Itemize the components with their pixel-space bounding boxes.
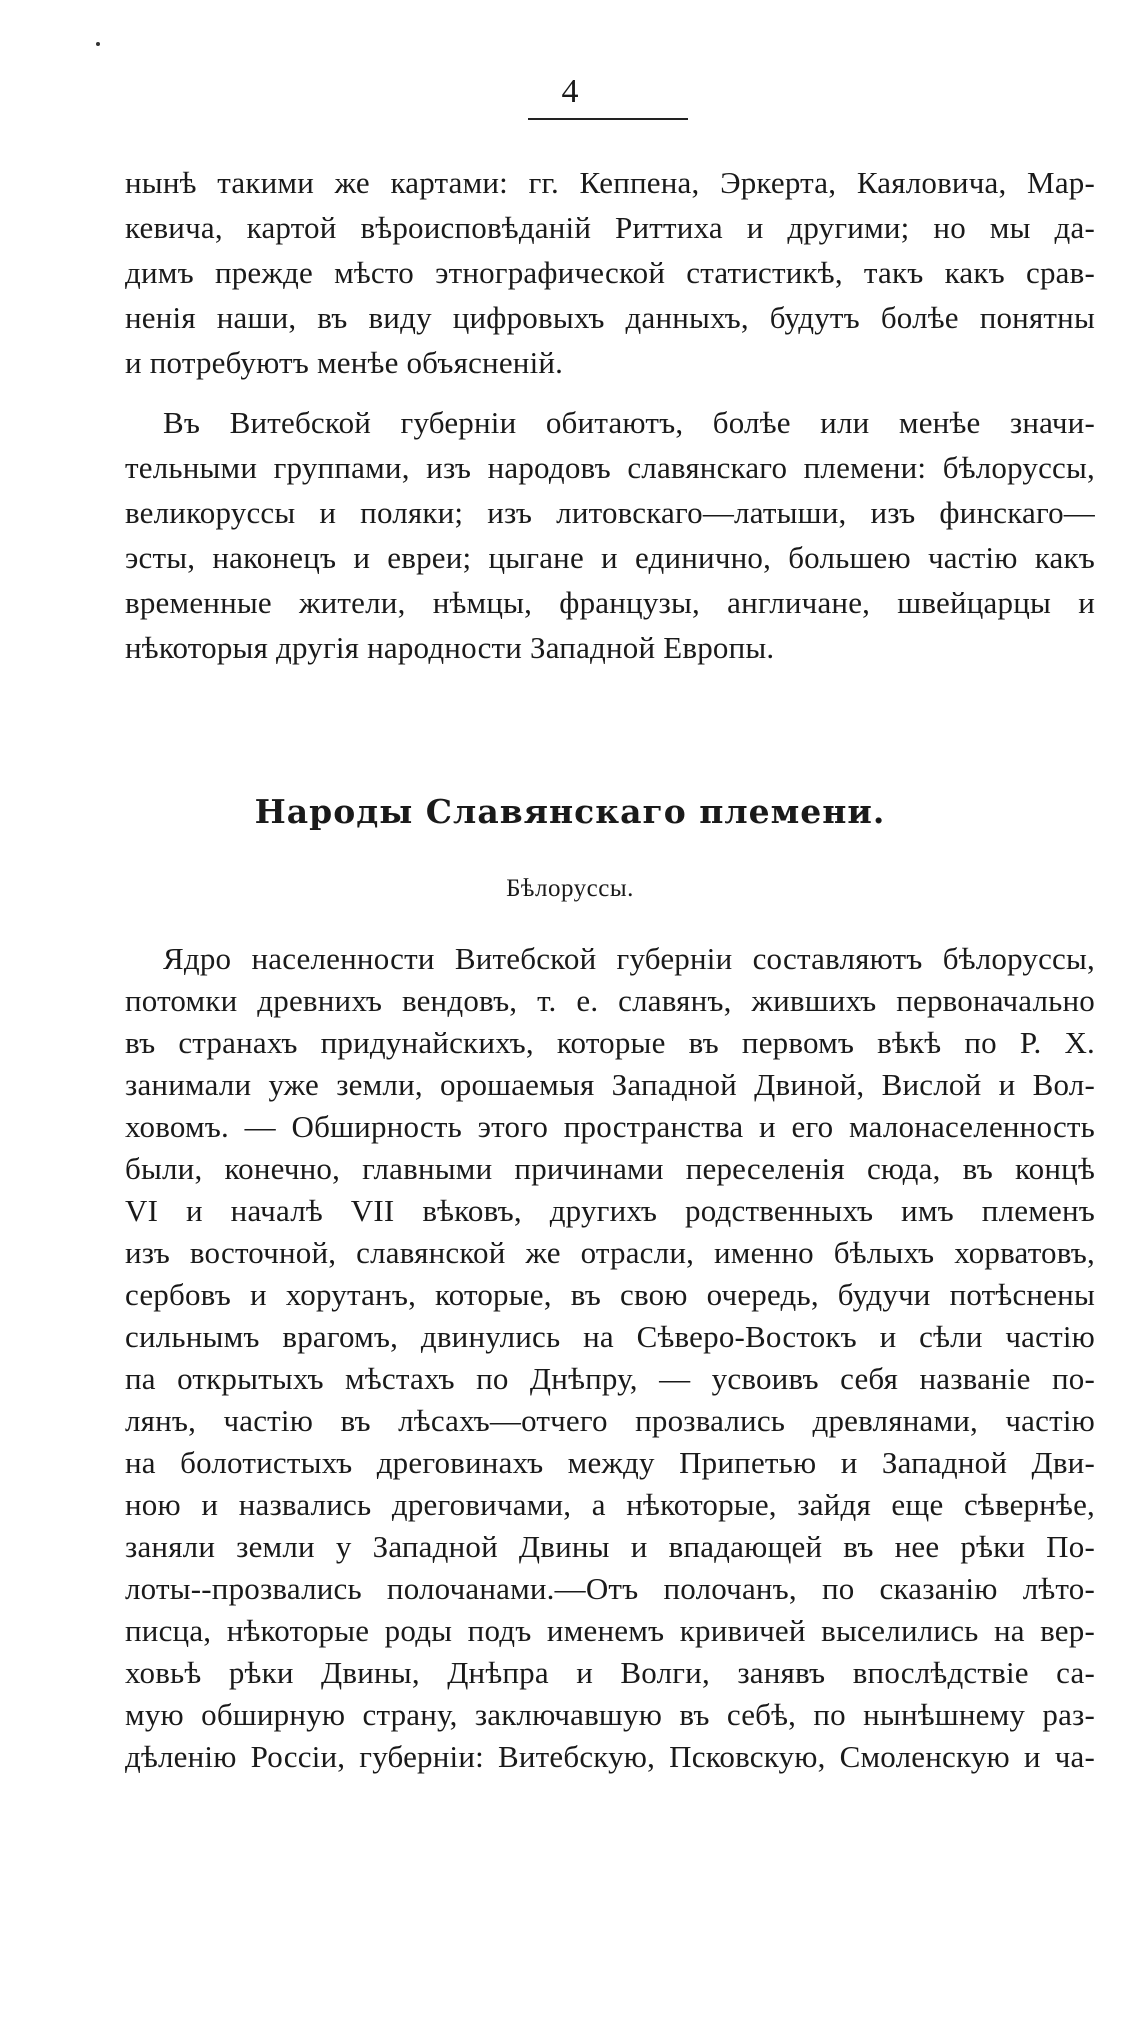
text-line: и потребуютъ менѣе объясненій. [125, 345, 564, 380]
text-line: эсты, наконецъ и евреи; цыгане и единично, большею частію какъ [125, 540, 1095, 575]
text-line: VI и началѣ VII вѣковъ, другихъ родственныхъ имъ племенъ [125, 1193, 1095, 1228]
paragraph-continuation [125, 160, 1095, 385]
text-line: кевича, картой вѣроисповѣданій Риттиха и другими; но мы да- [125, 210, 1095, 245]
text-line: сербовъ и хорутанъ, которые, въ свою очередь, будучи потѣснены [125, 1277, 1095, 1312]
text-line: лоты--прозвались полочанами.—Отъ полочанъ, по сказанію лѣто- [125, 1571, 1095, 1606]
text-line: на болотистыхъ дреговинахъ между Припетью и Западной Дви- [125, 1445, 1095, 1480]
text-line: Въ Витебской губерніи обитаютъ, болѣе или менѣе значи- [163, 405, 1095, 440]
subsection-heading: Бѣлоруссы. [506, 875, 634, 902]
page-number: 4 [561, 73, 579, 110]
section-heading: Народы Славянскаго племени. [254, 792, 886, 831]
ink-speck [96, 42, 100, 46]
text-line: па открытыхъ мѣстахъ по Днѣпру, — усвоивъ себя названіе по- [125, 1361, 1095, 1396]
text-line: временные жители, нѣмцы, французы, англичане, швейцарцы и [125, 585, 1095, 620]
text-line: ненія наши, въ виду цифровыхъ данныхъ, будутъ болѣе понятны [125, 300, 1095, 335]
text-line: Ядро населенности Витебской губерніи составляютъ бѣлоруссы, [163, 941, 1095, 976]
text-line: тельными группами, изъ народовъ славянскаго племени: бѣлоруссы, [125, 450, 1095, 485]
text-line: изъ восточной, славянской же отрасли, именно бѣлыхъ хорватовъ, [125, 1235, 1095, 1270]
paragraph-peoples [125, 400, 1095, 670]
text-line: писца, нѣкоторые роды подъ именемъ кривичей выселились на вер- [125, 1613, 1095, 1648]
text-line: занимали уже земли, орошаемыя Западной Двиной, Вислой и Вол- [125, 1067, 1095, 1102]
text-line: потомки древнихъ вендовъ, т. е. славянъ, жившихъ первоначально [125, 983, 1095, 1018]
paragraph-belarusians [125, 938, 1095, 1778]
text-line: ховьѣ рѣки Двины, Днѣпра и Волги, занявъ впослѣдствіе са- [125, 1655, 1095, 1690]
text-line: димъ прежде мѣсто этнографической статистикѣ, такъ какъ срав- [125, 255, 1095, 290]
text-line: сильнымъ врагомъ, двинулись на Сѣверо-Востокъ и сѣли частію [125, 1319, 1095, 1354]
text-line: заняли земли у Западной Двины и впадающей въ нее рѣки По- [125, 1529, 1095, 1564]
text-line: мую обширную страну, заключавшую въ себѣ, по нынѣшнему раз- [125, 1697, 1095, 1732]
text-line: дѣленію Россіи, губерніи: Витебскую, Псковскую, Смоленскую и ча- [125, 1739, 1095, 1774]
text-line: нынѣ такими же картами: гг. Кеппена, Эркерта, Каяловича, Мар- [125, 165, 1095, 200]
text-line: въ странахъ придунайскихъ, которые въ первомъ вѣкѣ по Р. Х. [125, 1025, 1095, 1060]
text-line: были, конечно, главными причинами переселенія сюда, въ концѣ [125, 1151, 1095, 1186]
text-line: великоруссы и поляки; изъ литовскаго—латыши, изъ финскаго— [125, 495, 1095, 530]
text-line: ною и назвались дреговичами, а нѣкоторые, зайдя еще сѣвернѣе, [125, 1487, 1095, 1522]
text-line: лянъ, частію въ лѣсахъ—отчего прозвались древлянами, частію [125, 1403, 1095, 1438]
text-line: нѣкоторыя другія народности Западной Европы. [125, 630, 775, 665]
text-line: ховомъ. — Обширность этого пространства и его малонаселенность [125, 1109, 1095, 1144]
page-number-rule [528, 118, 688, 120]
